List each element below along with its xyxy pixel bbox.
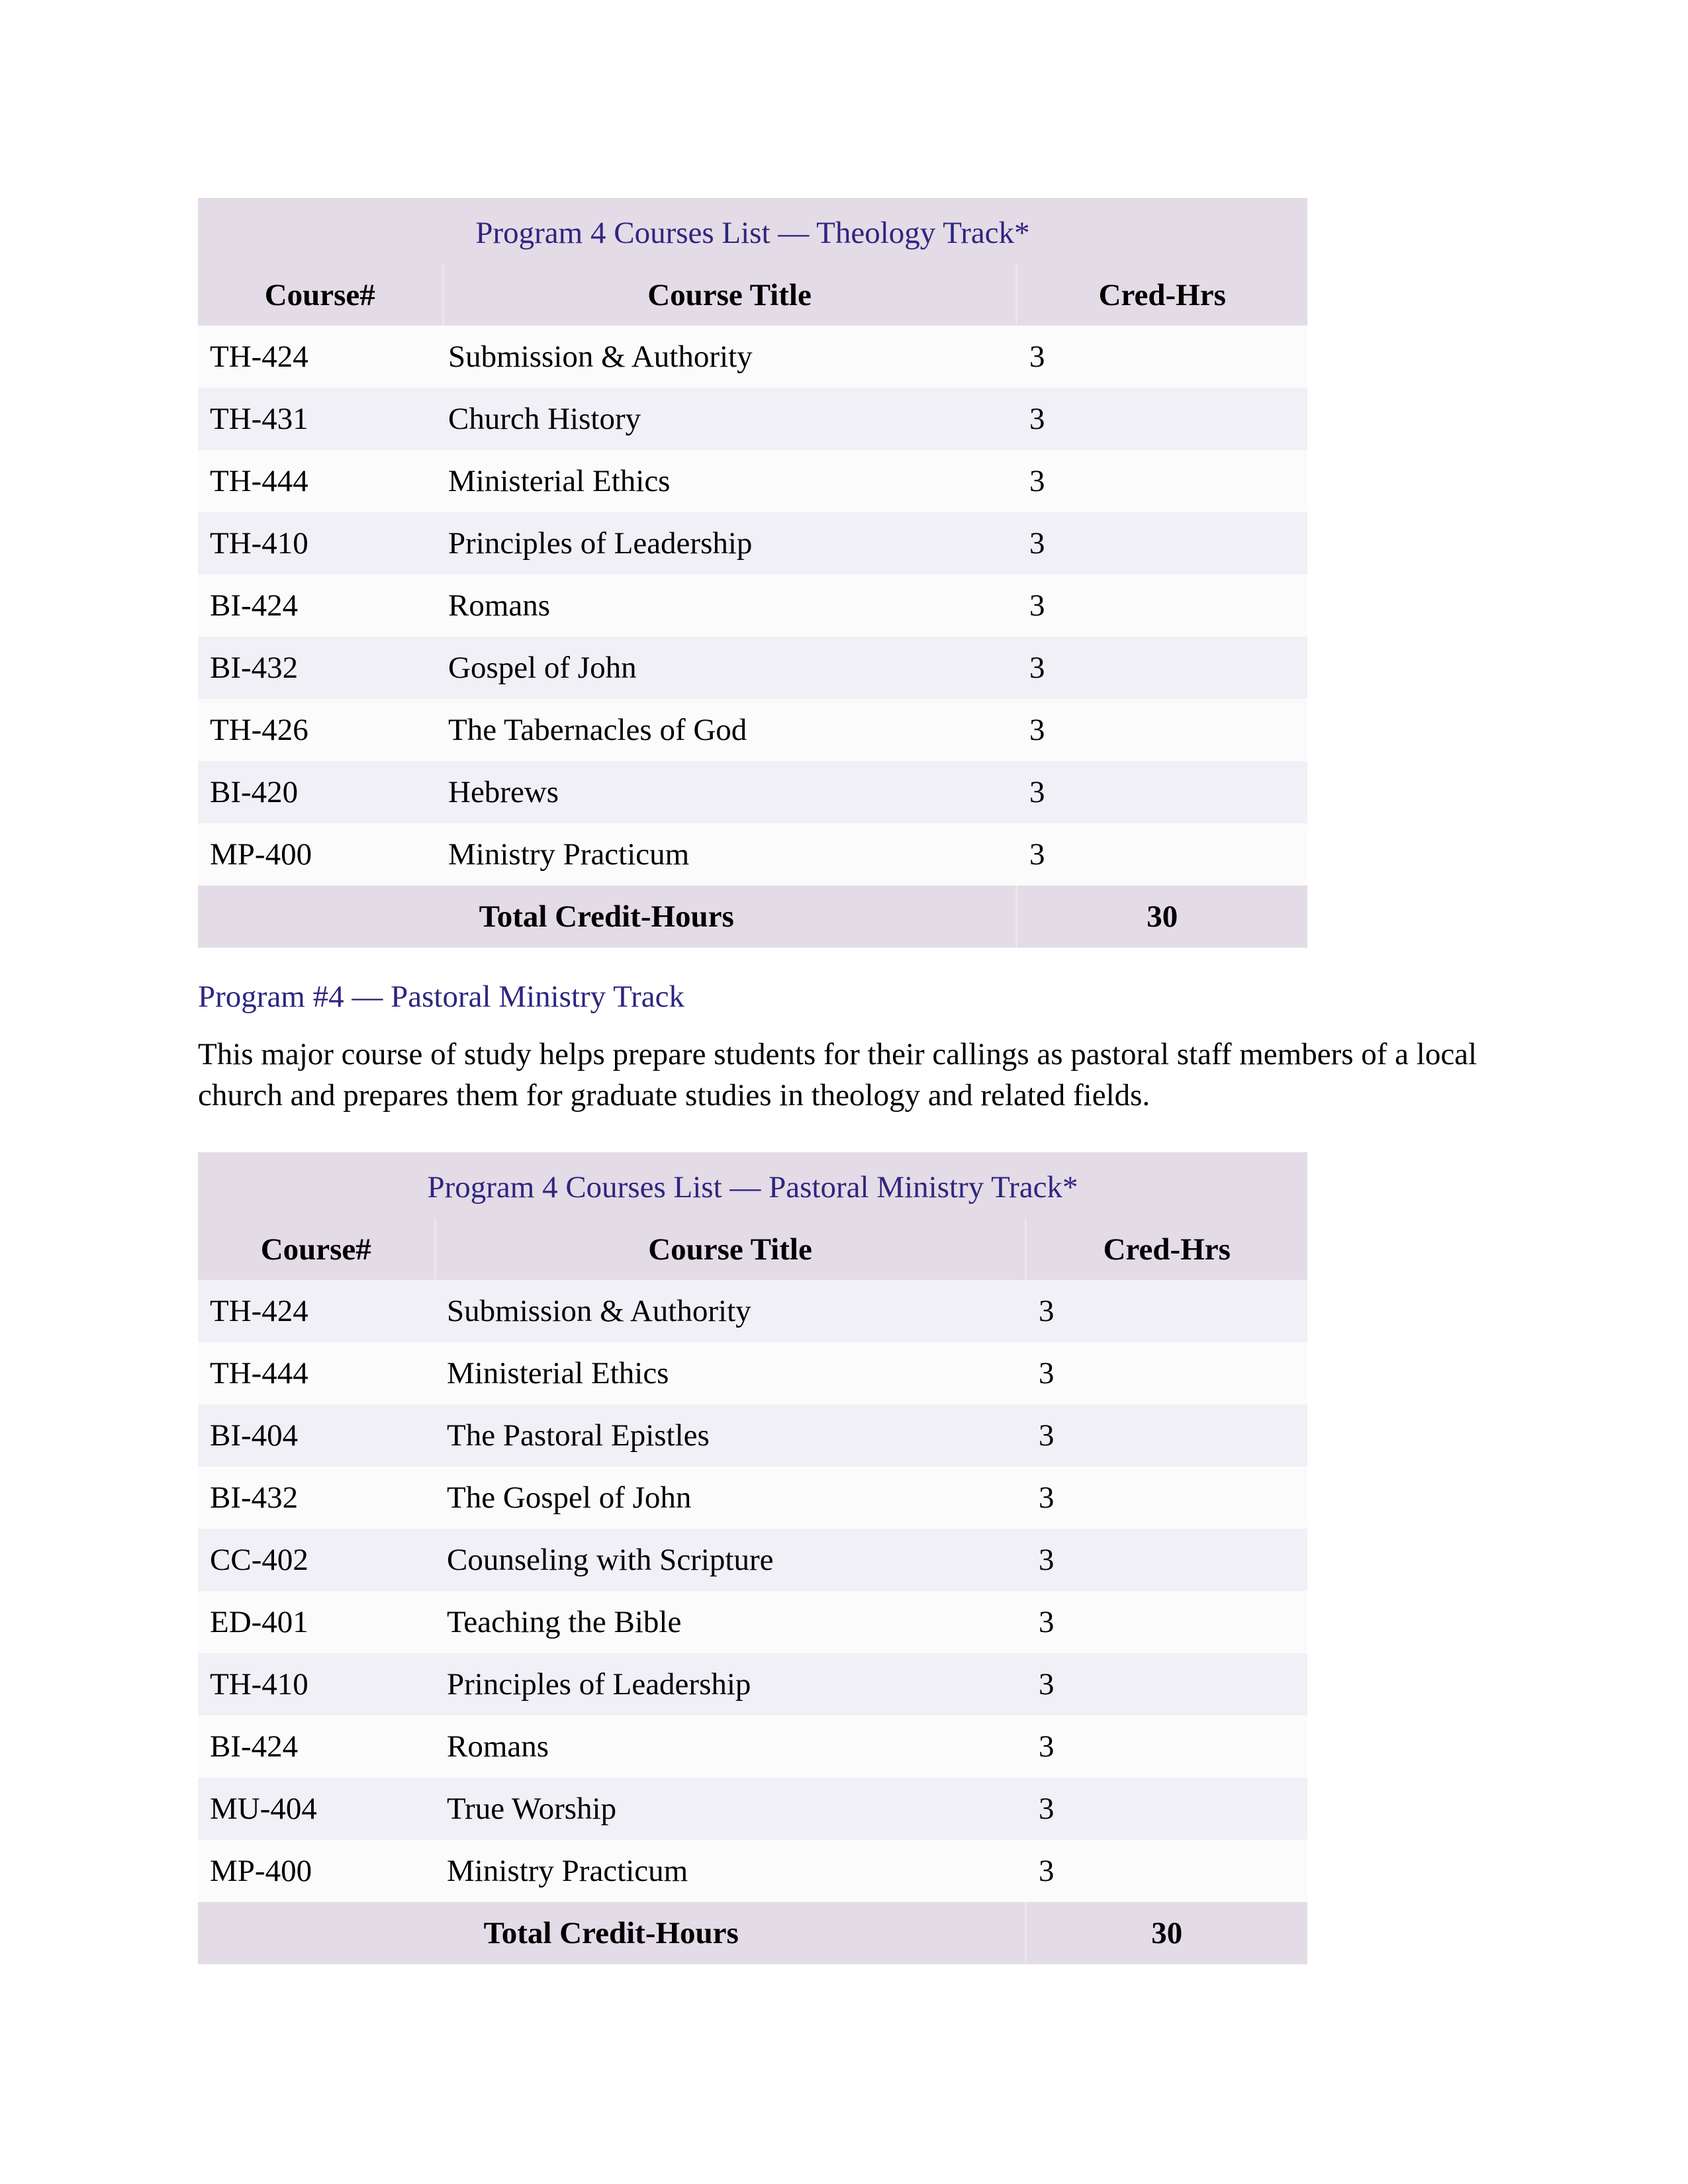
course-number-cell: BI-424 <box>198 574 443 637</box>
course-number-cell: BI-420 <box>198 761 443 823</box>
course-title-cell: The Tabernacles of God <box>443 699 1016 761</box>
course-title-cell: Ministerial Ethics <box>443 450 1016 512</box>
table-row <box>198 1529 1307 1591</box>
credit-hours-cell: 3 <box>1016 637 1307 699</box>
table-row <box>198 1404 1307 1467</box>
credit-hours-cell: 3 <box>1025 1653 1307 1715</box>
course-title-cell: Ministerial Ethics <box>435 1342 1025 1404</box>
table-body <box>198 1280 1307 1902</box>
credit-hours-cell: 3 <box>1016 450 1307 512</box>
course-number-cell: TH-410 <box>198 1653 435 1715</box>
credit-hours-cell: 3 <box>1016 512 1307 574</box>
table-row <box>198 1591 1307 1653</box>
credit-hours-cell: 3 <box>1016 823 1307 886</box>
course-number-cell: TH-424 <box>198 326 443 388</box>
course-number-cell: TH-426 <box>198 699 443 761</box>
credit-hours-cell: 3 <box>1016 388 1307 450</box>
table-row <box>198 1653 1307 1715</box>
course-title-cell: Principles of Leadership <box>443 512 1016 574</box>
course-number-cell: TH-410 <box>198 512 443 574</box>
table-row <box>198 823 1307 886</box>
credit-hours-cell: 3 <box>1025 1778 1307 1840</box>
course-number-cell: TH-431 <box>198 388 443 450</box>
table-row <box>198 637 1307 699</box>
credit-hours-cell: 3 <box>1025 1715 1307 1778</box>
section-heading: Program #4 — Pastoral Ministry Track <box>198 979 685 1014</box>
course-number-cell: BI-432 <box>198 1467 435 1529</box>
column-header-course-title: Course Title <box>435 1218 1025 1280</box>
table-row <box>198 326 1307 388</box>
table-header-row <box>198 1218 1307 1280</box>
course-number-cell: TH-444 <box>198 1342 435 1404</box>
column-header-course-number: Course# <box>198 264 443 326</box>
credit-hours-cell: 3 <box>1016 574 1307 637</box>
table-caption: Program 4 Courses List — Pastoral Ministry Track* <box>198 1152 1307 1218</box>
credit-hours-cell: 3 <box>1025 1467 1307 1529</box>
course-title-cell: Church History <box>443 388 1016 450</box>
table-total-row <box>198 1902 1307 1964</box>
course-title-cell: Submission & Authority <box>435 1280 1025 1342</box>
table-row <box>198 388 1307 450</box>
table-caption: Program 4 Courses List — Theology Track* <box>198 198 1307 264</box>
course-number-cell: MU-404 <box>198 1778 435 1840</box>
credit-hours-cell: 3 <box>1025 1280 1307 1342</box>
table-row <box>198 761 1307 823</box>
course-number-cell: TH-424 <box>198 1280 435 1342</box>
course-title-cell: Teaching the Bible <box>435 1591 1025 1653</box>
course-number-cell: TH-444 <box>198 450 443 512</box>
course-title-cell: True Worship <box>435 1778 1025 1840</box>
course-title-cell: Principles of Leadership <box>435 1653 1025 1715</box>
course-number-cell: BI-432 <box>198 637 443 699</box>
table-row <box>198 1280 1307 1342</box>
credit-hours-cell: 3 <box>1016 761 1307 823</box>
table-body <box>198 326 1307 886</box>
theology-track-table <box>198 198 1307 948</box>
course-number-cell: BI-404 <box>198 1404 435 1467</box>
course-title-cell: Ministry Practicum <box>443 823 1016 886</box>
course-title-cell: Hebrews <box>443 761 1016 823</box>
credit-hours-cell: 3 <box>1025 1342 1307 1404</box>
course-title-cell: Romans <box>435 1715 1025 1778</box>
course-number-cell: CC-402 <box>198 1529 435 1591</box>
total-value: 30 <box>1016 886 1307 948</box>
total-label: Total Credit-Hours <box>198 886 1016 948</box>
column-header-course-number: Course# <box>198 1218 435 1280</box>
course-number-cell: ED-401 <box>198 1591 435 1653</box>
course-title-cell: Ministry Practicum <box>435 1840 1025 1902</box>
column-header-course-title: Course Title <box>443 264 1016 326</box>
total-value: 30 <box>1025 1902 1307 1964</box>
section-intro: This major course of study helps prepare students for their callings as pastoral staff members of a local church and prepares them for graduate studies in theology and related fields. <box>198 1037 1477 1113</box>
credit-hours-cell: 3 <box>1025 1591 1307 1653</box>
table-caption-row <box>198 1152 1307 1218</box>
table-row <box>198 1778 1307 1840</box>
credit-hours-cell: 3 <box>1016 699 1307 761</box>
credit-hours-cell: 3 <box>1025 1840 1307 1902</box>
course-title-cell: Gospel of John <box>443 637 1016 699</box>
table-total-row <box>198 886 1307 948</box>
table-row <box>198 699 1307 761</box>
table-row <box>198 1840 1307 1902</box>
course-title-cell: The Gospel of John <box>435 1467 1025 1529</box>
credit-hours-cell: 3 <box>1025 1404 1307 1467</box>
table-row <box>198 1342 1307 1404</box>
table-row <box>198 450 1307 512</box>
total-label: Total Credit-Hours <box>198 1902 1025 1964</box>
course-title-cell: Counseling with Scripture <box>435 1529 1025 1591</box>
table-header-row <box>198 264 1307 326</box>
course-title-cell: Submission & Authority <box>443 326 1016 388</box>
pastoral-ministry-track-table <box>198 1152 1307 1964</box>
table-caption-row <box>198 198 1307 264</box>
course-number-cell: BI-424 <box>198 1715 435 1778</box>
credit-hours-cell: 3 <box>1016 326 1307 388</box>
column-header-credit-hours: Cred-Hrs <box>1016 264 1307 326</box>
table-row <box>198 1715 1307 1778</box>
table-row <box>198 512 1307 574</box>
course-number-cell: MP-400 <box>198 823 443 886</box>
course-number-cell: MP-400 <box>198 1840 435 1902</box>
credit-hours-cell: 3 <box>1025 1529 1307 1591</box>
column-header-credit-hours: Cred-Hrs <box>1025 1218 1307 1280</box>
table-row <box>198 1467 1307 1529</box>
course-title-cell: The Pastoral Epistles <box>435 1404 1025 1467</box>
course-title-cell: Romans <box>443 574 1016 637</box>
table-row <box>198 574 1307 637</box>
